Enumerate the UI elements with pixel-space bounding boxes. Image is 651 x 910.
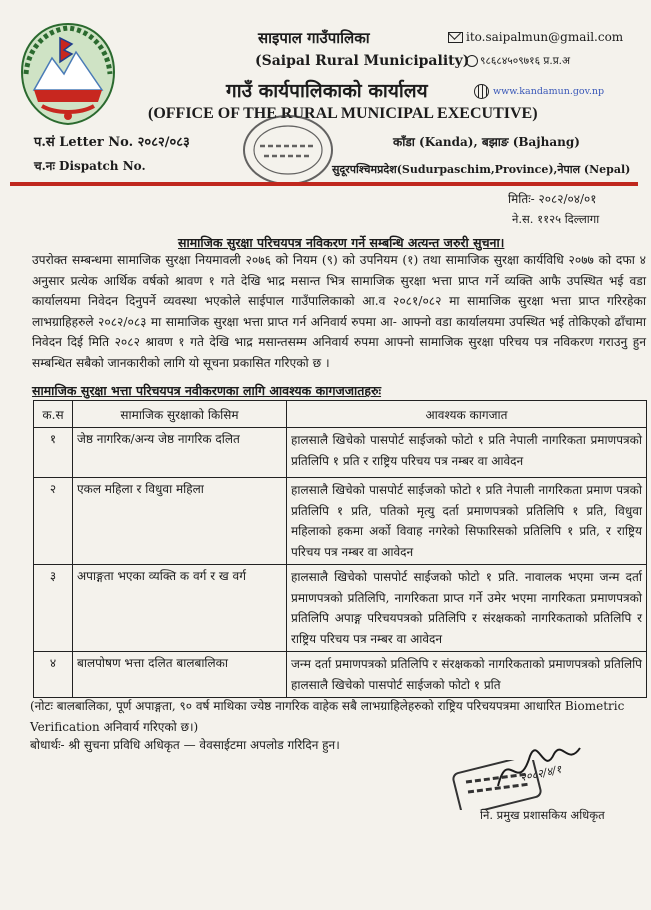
municipality-emblem	[12, 18, 124, 130]
officer-stamp	[452, 760, 542, 810]
email-text: ito.saipalmun@gmail.com	[466, 30, 624, 44]
col-header-category: सामाजिक सुरक्षाको किसिम	[73, 401, 287, 428]
table-row	[34, 565, 647, 652]
col-header-sn: क.स	[34, 401, 73, 428]
cell-category: बालपोषण भत्ता दलित बालबालिका	[73, 652, 287, 698]
requirements-title: सामाजिक सुरक्षा भत्ता परिचयपत्र नवीकरणका लागि आवश्यक कागजजातहरुः	[32, 383, 382, 398]
cell-sn: ३	[34, 565, 73, 652]
address-line-1: काँडा (Kanda), बझाङ (Bajhang)	[393, 135, 580, 149]
phone-text: ९८६८४५०९७१६ प्र.प्र.अ	[480, 55, 571, 67]
email-contact[interactable]	[448, 30, 623, 44]
office-name-en: (OFFICE OF THE RURAL MUNICIPAL EXECUTIVE)	[148, 105, 538, 122]
subject: सामाजिक सुरक्षा परिचयपत्र नविकरण गर्ने सम्बन्धि अत्यन्त जरुरी सुचना।	[178, 235, 505, 250]
office-name-np: गाउँ कार्यपालिकाको कार्यालय	[226, 80, 428, 102]
website-link[interactable]	[474, 84, 604, 99]
cell-sn: १	[34, 428, 73, 478]
officer-title: नि. प्रमुख प्रशासकिय अधिकृत	[480, 808, 605, 822]
envelope-icon	[448, 32, 463, 43]
reference: ने.स. ११२५ दिल्लागा	[512, 212, 600, 226]
table-row	[34, 428, 647, 478]
municipality-name-np: साइपाल गाउँपालिका	[258, 29, 370, 47]
website-text: www.kandamun.gov.np	[493, 86, 605, 97]
note: (नोटः बालबालिका, पूर्ण अपाङ्गता, ९० वर्ष माथिका ज्येष्ठ नागरिक वाहेक सबै लाभग्राहिलेहरुको राष्ट्रिय परिचयपत्रमा आधारित Biometric Verification अनिवार्य गरिएको छ।)	[30, 699, 625, 734]
cell-sn: २	[34, 478, 73, 565]
cell-sn: ४	[34, 652, 73, 698]
cell-category: एकल महिला र विधुवा महिला	[73, 478, 287, 565]
cell-category: अपाङ्गता भएका व्यक्ति क वर्ग र ख वर्ग	[73, 565, 287, 652]
date: मितिः- २०८२/०४/०१	[508, 192, 597, 206]
cell-category: जेष्ठ नागरिक/अन्य जेष्ठ नागरिक दलित	[73, 428, 287, 478]
header-divider	[10, 182, 638, 186]
cell-documents: हालसालै खिचेको पासपोर्ट साईजको फोटो १ प्रति. नावालक भएमा जन्म दर्ता प्रमाणपत्रको प्रतिलिपि, नागरिकता प्राप्त गर्ने उमेर भएमा नागरिकता प्रमाणपत्रको प्रतिलिपि अपाङ्ग परिचयपत्रको प्रतिलिपि र संरक्षकको नागरिकताको प्रतिलिपि र राष्ट्रिय परिचय पत्र नम्बर वा आवेदन	[287, 565, 647, 652]
col-header-documents: आवश्यक कागजात	[287, 401, 647, 428]
letter-number: प.सं Letter No. २०८२/०८३	[34, 135, 190, 150]
cell-documents: हालसालै खिचेको पासपोर्ट साईजको फोटो १ प्रति नेपाली नागरिकता प्रमाणपत्रको प्रतिलिपि १ प्रति र राष्ट्रिय परिचय पत्र नम्बर वा आवेदन	[287, 428, 647, 478]
globe-icon	[474, 84, 489, 99]
municipality-name-en: (Saipal Rural Municipality)	[255, 53, 470, 69]
requirements-table	[33, 400, 647, 698]
cell-documents: हालसालै खिचेको पासपोर्ट साईजको फोटो १ प्रति नेपाली नागरिकता प्रमाण पत्रको प्रतिलिपि १ प्रति, पतिको मृत्यु दर्ता प्रमाणपत्रको प्रतिलिपि १ प्रति, विधुवा महिलाको हकमा अर्को विवाह नगरेको सिफारिसको प्रतिलिपि १ प्रति, र राष्ट्रिय परिचय पत्र नम्बर वा आवेदन	[287, 478, 647, 565]
body-text: उपरोक्त सम्बन्धमा सामाजिक सुरक्षा नियमावली २०७६ को नियम (९) को उपनियम (१) तथा सामाजिक सुरक्षा कार्यविधि २०७७ को दफा ४ अनुसार प्रत्येक आर्थिक वर्षको श्रावण १ गते देखि भाद्र मसान्त भित्र सामाजिक सुरक्षा भत्ता प्राप्त गर्ने व्यक्ति आफै उपस्थित भई वडा कार्यालयमा निवेदन दिनुपर्ने व्यवस्था भएकोले साईपाल गाउँपालिकाको आ.व २०८१/०८२ मा सामाजिक सुरक्षा भत्ता प्राप्त गरिरहेका लाभग्राहिहरुले २०८२/०८३ मा सामाजिक सुरक्षा भत्ता प्राप्त गर्न अनिवार्य रुपमा आ- आफ्नो वडा कार्यालयमा उपस्थित भई तोकिएको ढाँचामा निवेदन दिई मिति २०८२ श्रावण १ गते देखि भाद्र मसान्तसम्म अनिवार्य रुपमा आफ्नो सामाजिक सुरक्षा परिचय पत्र नविकरण गराउनु हुन सम्बन्धित सबैको जानकारीको लागि यो सूचना प्रकासित गरिएको छ ।	[32, 253, 646, 370]
cell-documents: जन्म दर्ता प्रमाणपत्रको प्रतिलिपि र संरक्षकको नागरिकताको प्रमाणपत्रको प्रतिलिपि हालसालै खिचेको पासपोर्ट साईजको फोटो १ प्रति	[287, 652, 647, 698]
office-stamp	[238, 110, 338, 190]
signature-date: २०८२/४/१	[519, 762, 563, 785]
cc-line: बोधार्थः- श्री सुचना प्रविधि अधिकृत — वेवसाईटमा अपलोड गरिदिन हुन।	[30, 738, 340, 752]
dispatch-number: च.नः Dispatch No.	[34, 159, 146, 173]
table-header-row	[34, 401, 647, 428]
table-row	[34, 478, 647, 565]
phone-icon	[466, 55, 478, 67]
phone-contact	[466, 54, 570, 68]
address-line-2: सुदूरपश्चिमप्रदेश(Sudurpaschim,Province),नेपाल (Nepal)	[332, 163, 631, 176]
table-row	[34, 652, 647, 698]
